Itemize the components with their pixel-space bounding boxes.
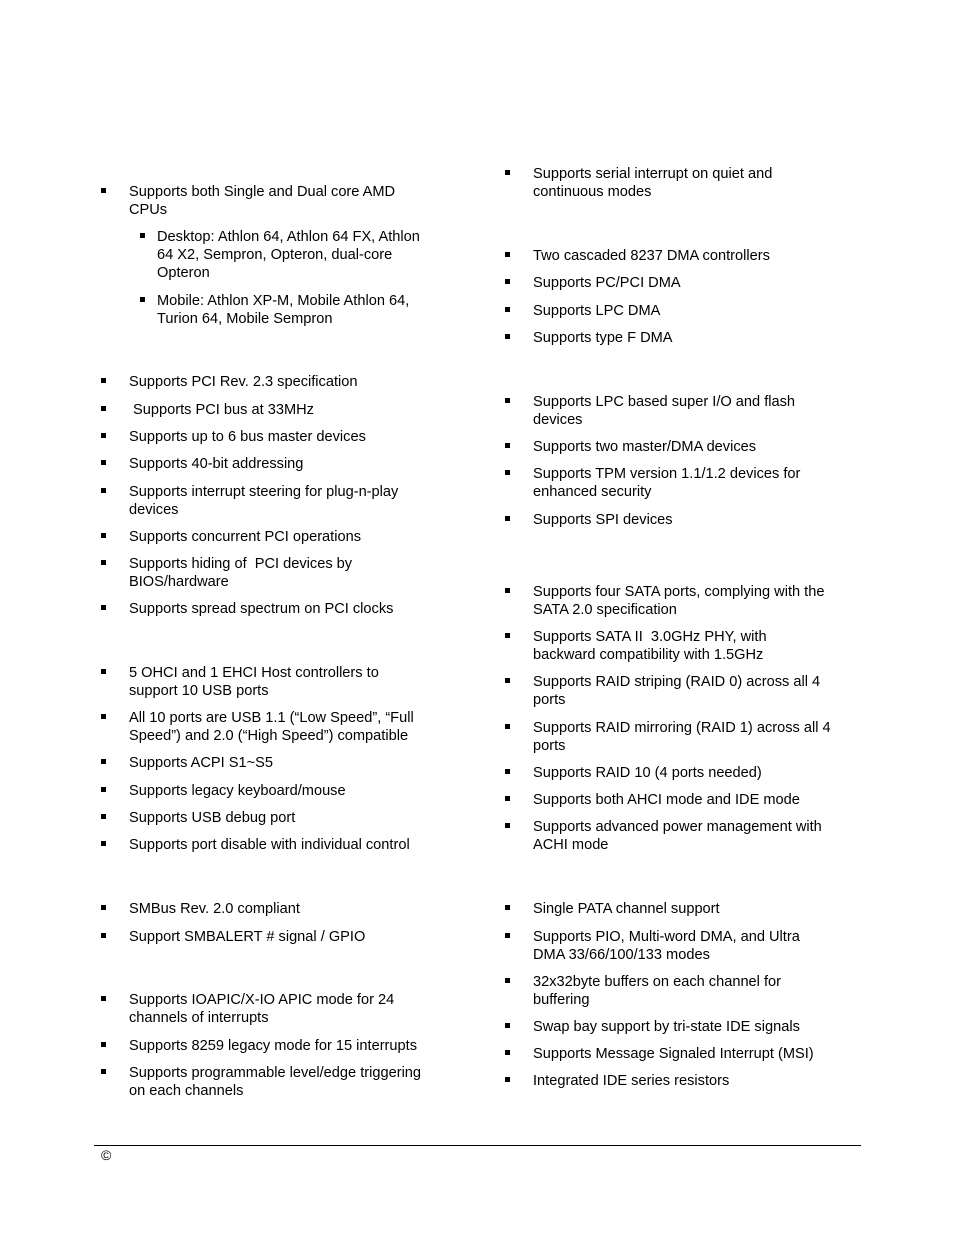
bullet-marker	[505, 307, 510, 312]
bullet-marker	[505, 796, 510, 801]
bullet-marker	[505, 678, 510, 683]
footer-divider	[94, 1145, 861, 1146]
list-item-text: Supports SATA II 3.0GHz PHY, with	[533, 629, 767, 645]
list-item-text: Speed”) and 2.0 (“High Speed”) compatible	[129, 728, 409, 744]
bullet-marker	[505, 1077, 510, 1082]
list-item-text: All 10 ports are USB 1.1 (“Low Speed”, “Full	[129, 710, 414, 726]
list-item-text: Supports PCI Rev. 2.3 specification	[129, 374, 358, 390]
list-item-text: Supports LPC based super I/O and flash	[533, 394, 796, 410]
bullet-marker	[505, 978, 510, 983]
list-item-text: ports	[533, 738, 566, 754]
bullet-marker	[505, 823, 510, 828]
list-item-text: Supports both Single and Dual core AMD	[129, 184, 396, 200]
list-item-text: on each channels	[129, 1083, 244, 1099]
list-item-text: Supports LPC DMA	[533, 303, 661, 319]
list-item-text: Supports spread spectrum on PCI clocks	[129, 601, 394, 617]
list-item-text: ACHI mode	[533, 837, 609, 853]
bullet-marker	[505, 905, 510, 910]
list-item-text: Supports legacy keyboard/mouse	[129, 783, 346, 799]
list-item-text: Supports port disable with individual control	[129, 837, 410, 853]
list-item-text: Supports RAID 10 (4 ports needed)	[533, 765, 762, 781]
list-item-text: Supports Message Signaled Interrupt (MSI)	[533, 1046, 814, 1062]
list-item-text: Supports USB debug port	[129, 810, 296, 826]
list-item-text: Two cascaded 8237 DMA controllers	[533, 248, 770, 264]
list-item-text: Supports RAID mirroring (RAID 1) across all 4	[533, 720, 831, 736]
list-item-text: DMA 33/66/100/133 modes	[533, 947, 710, 963]
list-item-text: channels of interrupts	[129, 1010, 269, 1026]
bullet-marker	[505, 252, 510, 257]
list-item-text: Supports PIO, Multi-word DMA, and Ultra	[533, 929, 800, 945]
list-item-text: Supports advanced power management with	[533, 819, 822, 835]
bullet-marker	[505, 1023, 510, 1028]
list-item-text: backward compatibility with 1.5GHz	[533, 647, 764, 663]
list-item-text: Supports two master/DMA devices	[533, 439, 757, 455]
list-item-text: devices	[129, 502, 179, 518]
list-item-text: Opteron	[157, 265, 210, 281]
list-item-text: 64 X2, Sempron, Opteron, dual-core	[157, 247, 393, 263]
footer-copyright: ©	[101, 1147, 112, 1163]
list-item-text: 5 OHCI and 1 EHCI Host controllers to	[129, 665, 379, 681]
list-item-text: enhanced security	[533, 484, 652, 500]
list-item-text: Supports programmable level/edge triggering	[129, 1065, 422, 1081]
list-item-text: devices	[533, 412, 583, 428]
list-item-text: support 10 USB ports	[129, 683, 269, 699]
list-item-text: Supports 40-bit addressing	[129, 456, 304, 472]
list-item-text: Supports ACPI S1~S5	[129, 755, 273, 771]
list-item-text: SMBus Rev. 2.0 compliant	[129, 901, 300, 917]
list-item-text: Supports type F DMA	[533, 330, 673, 346]
list-item-text: Support SMBALERT # signal / GPIO	[129, 929, 366, 945]
list-item-text: Integrated IDE series resistors	[533, 1073, 730, 1089]
list-item-text: BIOS/hardware	[129, 574, 229, 590]
list-item-text: Supports SPI devices	[533, 512, 673, 528]
list-item-text: CPUs	[129, 202, 168, 218]
list-item-text: Supports serial interrupt on quiet and	[533, 166, 773, 182]
list-item-text: Single PATA channel support	[533, 901, 720, 917]
list-item-text: Mobile: Athlon XP-M, Mobile Athlon 64,	[157, 293, 410, 309]
bullet-marker	[505, 933, 510, 938]
list-item-text: Supports IOAPIC/X-IO APIC mode for 24	[129, 992, 395, 1008]
list-item-text: Supports RAID striping (RAID 0) across all 4	[533, 674, 821, 690]
bullet-marker	[505, 724, 510, 729]
list-item-text: Supports both AHCI mode and IDE mode	[533, 792, 800, 808]
bullet-marker	[505, 588, 510, 593]
bullet-marker	[505, 470, 510, 475]
bullet-marker	[505, 170, 510, 175]
bullet-marker	[505, 1050, 510, 1055]
list-item-text: Desktop: Athlon 64, Athlon 64 FX, Athlon	[157, 229, 420, 245]
list-item-text: Supports up to 6 bus master devices	[129, 429, 366, 445]
list-item-text: Supports PCI bus at 33MHz	[129, 402, 314, 418]
bullet-marker	[505, 769, 510, 774]
bullet-marker	[505, 398, 510, 403]
list-item-text: Swap bay support by tri-state IDE signals	[533, 1019, 800, 1035]
list-item-text: SATA 2.0 specification	[533, 602, 677, 618]
list-item-text: continuous modes	[533, 184, 652, 200]
list-item-text: ports	[533, 692, 566, 708]
bullet-marker	[505, 334, 510, 339]
list-item-text: Supports hiding of PCI devices by	[129, 556, 353, 572]
list-item-text: Turion 64, Mobile Sempron	[157, 311, 333, 327]
list-item-text: Supports TPM version 1.1/1.2 devices for	[533, 466, 801, 482]
list-item-text: Supports four SATA ports, complying with the	[533, 584, 825, 600]
list-item-text: Supports concurrent PCI operations	[129, 529, 362, 545]
list-item-text: Supports 8259 legacy mode for 15 interrupts	[129, 1038, 417, 1054]
bullet-marker	[505, 443, 510, 448]
list-item-text: 32x32byte buffers on each channel for	[533, 974, 782, 990]
list-item-text: Supports interrupt steering for plug-n-play	[129, 484, 399, 500]
bullet-marker	[505, 516, 510, 521]
list-item-text: Supports PC/PCI DMA	[533, 275, 681, 291]
bullet-marker	[505, 633, 510, 638]
list-item-text: buffering	[533, 992, 590, 1008]
bullet-marker	[505, 279, 510, 284]
